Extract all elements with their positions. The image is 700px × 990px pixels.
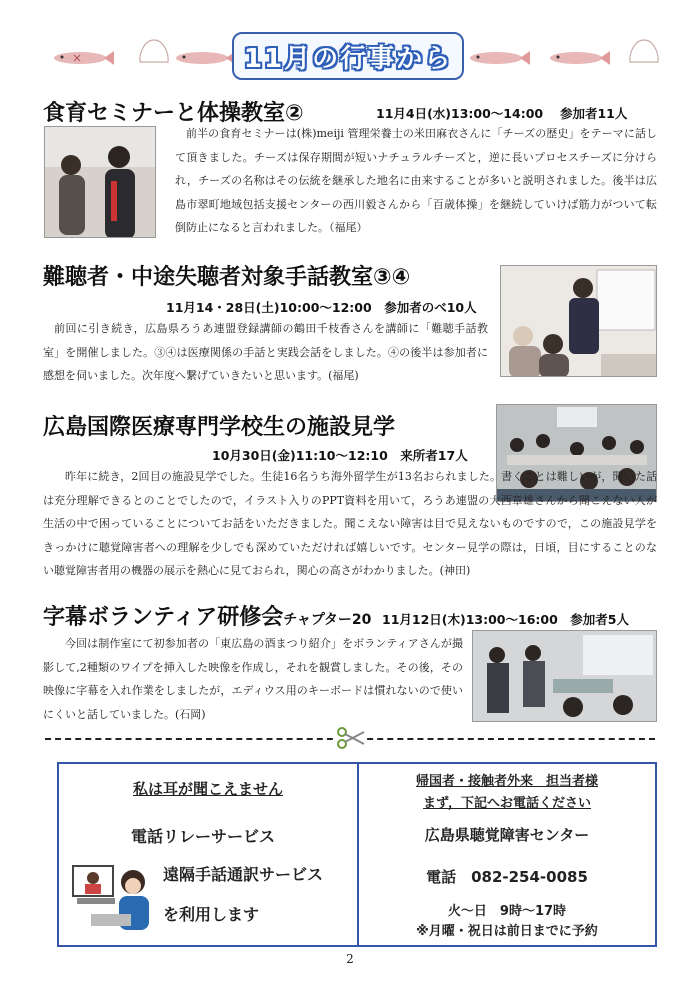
- page-title-box: [232, 32, 464, 80]
- outpatient-contact-heading: 帰国者・接触者外来 担当者様: [415, 774, 598, 789]
- section-meta-caption-volunteer: 11月12日(木)13:00～16:00 参加者5人: [382, 612, 629, 627]
- fish-decoration-icon: [548, 50, 610, 66]
- hearing-notice-heading: 私は耳が聞こえません: [132, 780, 283, 798]
- section-body-food-seminar: 前半の食育セミナーは(株)meiji 管理栄養士の米田麻衣さんに「チーズの歴史」をテーマに話して頂きました。チーズは保存期間が短いナチュラルチーズと，逆に長いプロセスチーズに分けられ，チーズの名称はその伝統を継承した地名に由来することが多いと説明されました。後半は広島市翠町地域包括支援センターの西川毅さんから「百歳体操」を継続していけば筋力がついて転倒防止になると言われました。（福尾）: [175, 127, 657, 234]
- section-meta-food-seminar: 11月4日(水)13:00～14:00 参加者11人: [376, 106, 628, 121]
- info-box: [57, 762, 657, 947]
- photo-sign-class-image: [501, 266, 657, 377]
- rice-ball-icon: [138, 38, 170, 66]
- header-banner: [0, 30, 700, 90]
- section-title-caption-volunteer: [43, 600, 371, 631]
- photo-food-seminar-image: [45, 127, 156, 238]
- organization-name: 広島県聴覚障害センター: [424, 826, 590, 844]
- photo-sign-class: [500, 265, 657, 377]
- relay-service-text: 電話リレーサービス: [131, 827, 276, 846]
- fish-decoration-icon: [52, 50, 114, 66]
- page-number: 2: [346, 952, 354, 966]
- section-body-sign-class: 前回に引き続き，広島県ろうあ連盟登録講師の鶴田千枝香さんを講師に「難聴手話教室」を開催しました。③④は医療関係の手話と実践会話をしました。④の後半は参加者に感想を伺いました。次年度へ繋げていきたいと思います。(福尾): [43, 322, 488, 382]
- call-first-text: まず，下記へお電話ください: [423, 796, 591, 811]
- scissors-icon: [336, 726, 366, 750]
- section-title-food-seminar: 食育セミナーと体操教室②: [43, 101, 304, 126]
- section-title-caption-volunteer-main: 字幕ボランティア研修会: [43, 605, 284, 630]
- fish-decoration-icon: [468, 50, 530, 66]
- rice-ball-icon: [628, 38, 660, 66]
- remote-interpreting-text: 遠隔手話通訳サービス: [163, 865, 324, 884]
- section-meta-sign-class: 11月14・28日(土)10:00～12:00 参加者のべ10人: [166, 300, 477, 315]
- photo-food-seminar: [44, 126, 156, 238]
- page-title: 11月の行事から: [243, 43, 453, 74]
- section-title-school-visit: 広島国際医療専門学校生の施設見学: [43, 415, 396, 440]
- reservation-note: ※月曜・祝日は前日までに予約: [416, 924, 598, 939]
- section-title-sign-class: 難聴者・中途失聴者対象手話教室③④: [43, 265, 411, 290]
- phone-number[interactable]: 電話 082-254-0085: [426, 868, 588, 886]
- fish-decoration-icon: [174, 50, 236, 66]
- section-body-school-visit: 昨年に続き，2回目の施設見学でした。生徒16名うち海外留学生が13名おられました。書くことは難しいが，聞いた話は充分理解できるとのことでしたので，イラスト入りのPPT資料を用いて，ろうあ連盟の大西章雄さんから聞こえない人が生活の中で困っていることについてお話をいただきました。聞こえない障害は目で見えないものですので，この施設見学をきっかけに聴覚障害者への理解を少しでも深めていただければ嬉しいです。センター見学の際は，日頃，目にすることのない聴覚障害者用の機器の展示を熱心に見ておられ，関心の高さがわかりました。(神田): [43, 470, 657, 577]
- photo-caption-volunteer-image: [473, 631, 657, 722]
- use-service-text: を利用します: [163, 905, 260, 924]
- video-call-illustration-icon: [69, 856, 159, 936]
- section-body-caption-volunteer: 今回は制作室にて初参加者の「東広島の酒まつり紹介」をボランティアさんが撮影して,2種類のワイプを挿入した映像を作成し，それを観賞しました。その後，その映像に字幕を入れ作業をしましたが，エディウス用のキーボードは慣れないので使いにくいと話していました。(石岡): [43, 637, 463, 721]
- section-meta-school-visit: 10月30日(金)11:10～12:10 来所者17人: [212, 448, 468, 463]
- photo-caption-volunteer: [472, 630, 657, 722]
- office-hours: 火～日 9時～17時: [447, 904, 567, 919]
- section-subtitle-chapter: チャプター20: [283, 612, 372, 628]
